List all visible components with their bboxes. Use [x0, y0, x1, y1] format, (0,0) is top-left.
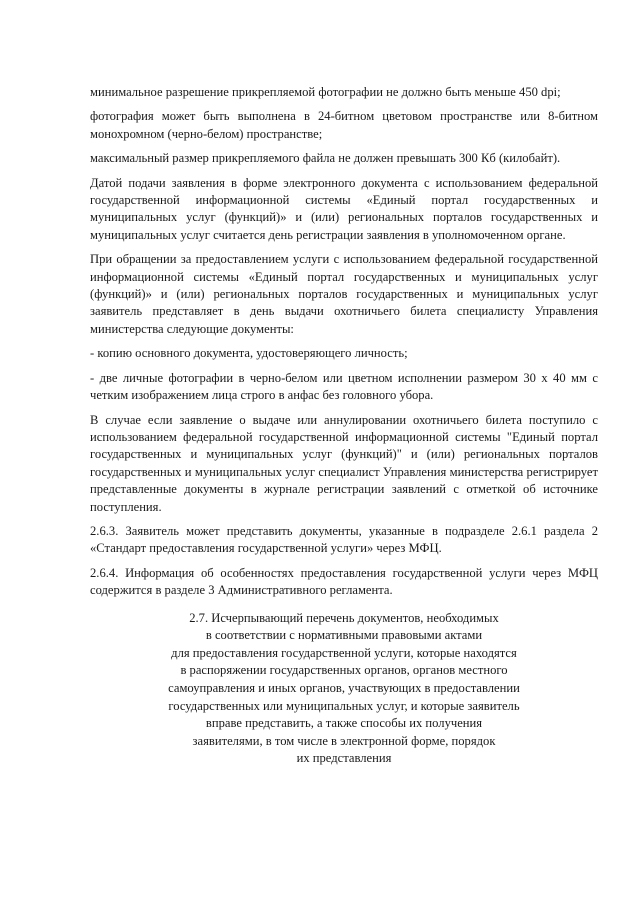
heading-line: 2.7. Исчерпывающий перечень документов, необходимых	[189, 610, 499, 625]
heading-line: для предоставления государственной услуги, которые находятся	[171, 645, 517, 660]
heading-line: вправе представить, а также способы их получения	[205, 716, 483, 731]
paragraph-file-size: максимальный размер прикрепляемого файла не должен превышать 300 Кб (килобайт).	[90, 151, 561, 166]
section-heading-2-7	[90, 610, 598, 768]
paragraph-photo-resolution: минимальное разрешение прикрепляемой фотографии не должно быть меньше 450 dpi;	[90, 85, 561, 99]
paragraph-id-copy: - копию основного документа, удостоверяющего личность;	[90, 346, 408, 361]
heading-line: в распоряжении государственных органов, органов местного	[180, 663, 508, 678]
heading-line: заявителями, в том числе в электронной форме, порядок	[192, 733, 496, 748]
document-page	[90, 84, 598, 768]
heading-line: их представления	[296, 751, 392, 766]
paragraph-2-6-4: 2.6.4. Информация об особенностях предоставления государственной услуги через МФЦ содержится в разделе 3 Административного регламента.	[90, 565, 598, 598]
heading-line: государственных или муниципальных услуг, и которые заявитель	[168, 698, 520, 713]
paragraph-portal-request: При обращении за предоставлением услуги с использованием федеральной государственной информационной системы «Единый портал государственных и муниципальных услуг (функций)» и (или) региональных порталов государственных и муниципальных услуг заявитель представляет в день выдачи охотничьего билета специалисту Управления министерства следующие документы:	[90, 252, 598, 336]
paragraph-submission-date: Датой подачи заявления в форме электронного документа с использованием федеральной государственной информационной системы «Единый портал государственных и муниципальных услуг (функций)» и (или) региональных порталов государственных и муниципальных услуг считается день регистрации заявления в уполномоченном органе.	[90, 175, 598, 242]
heading-line: самоуправления и иных органов, участвующих в предоставлении	[168, 680, 520, 695]
paragraph-photos: - две личные фотографии в черно-белом или цветном исполнении размером 30 х 40 мм с четким изображением лица строго в анфас без головного убора.	[90, 370, 598, 403]
paragraph-photo-color: фотография может быть выполнена в 24-битном цветовом пространстве или 8-битном монохромном (черно-белом) пространстве;	[90, 109, 598, 141]
heading-line: в соответствии с нормативными правовыми актами	[205, 628, 483, 643]
paragraph-registration: В случае если заявление о выдаче или аннулировании охотничьего билета поступило с использованием федеральной государственной информационной системы "Единый портал государственных и муниципальных услуг (функций)" и (или) региональных порталов государственных и муниципальных услуг специалист Управления министерства регистрирует представленные документы в журнале регистрации заявлений с отметкой об источнике поступления.	[90, 412, 598, 514]
paragraph-2-6-3: 2.6.3. Заявитель может представить документы, указанные в подразделе 2.6.1 раздела 2 «Стандарт предоставления государственной услуги» через МФЦ.	[90, 523, 598, 556]
